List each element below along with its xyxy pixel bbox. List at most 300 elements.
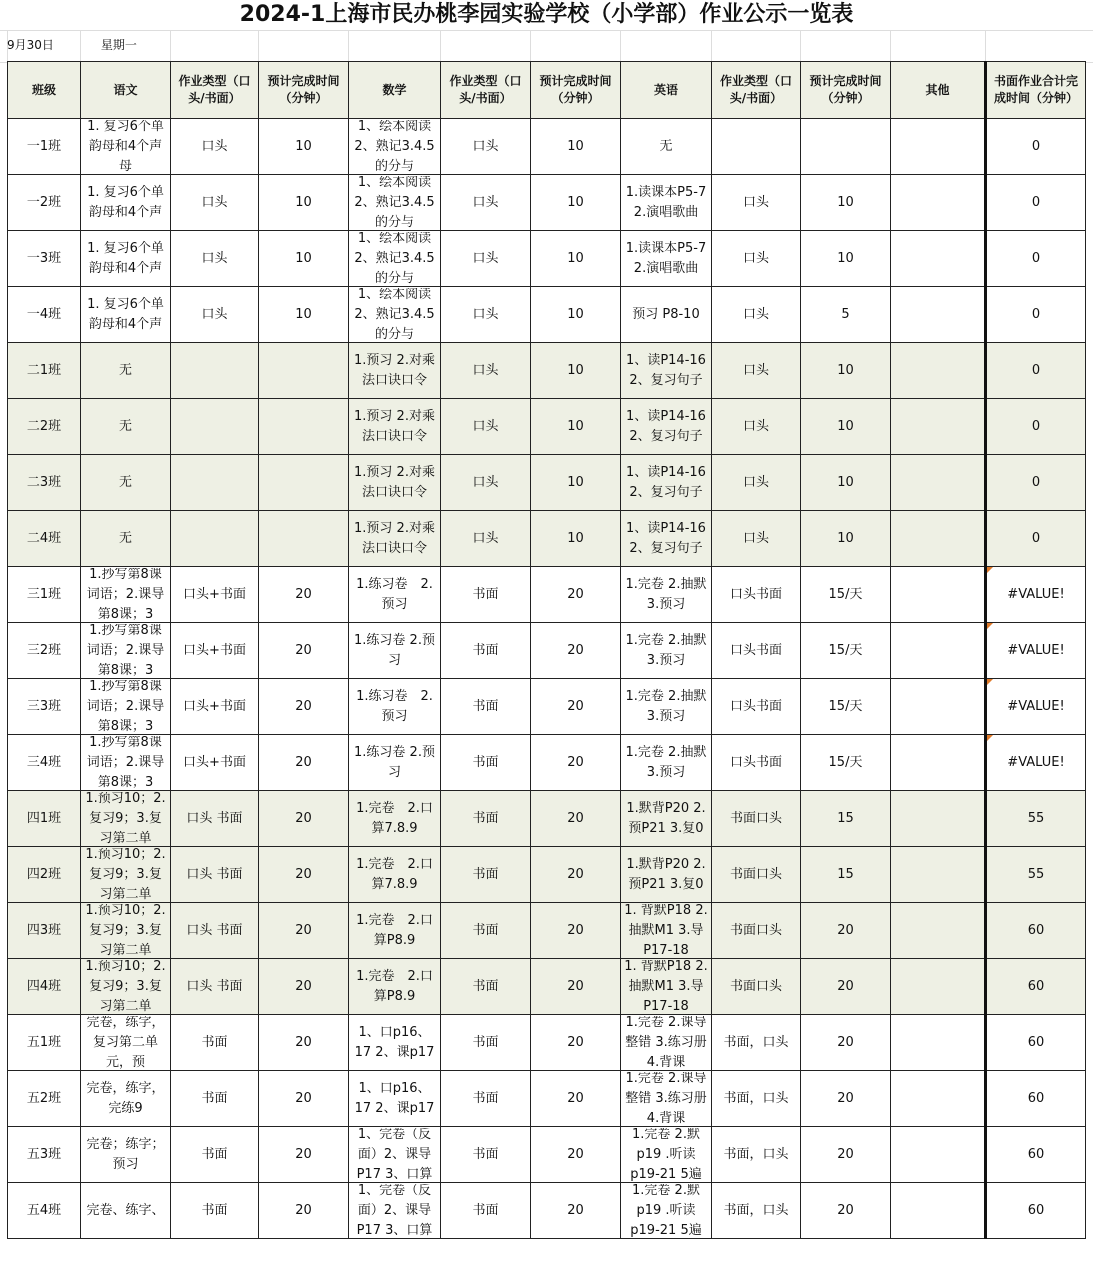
cell-class[interactable]	[8, 175, 81, 231]
cell-other[interactable]	[891, 791, 986, 847]
cell-chinese-time[interactable]	[259, 791, 349, 847]
cell-class[interactable]	[8, 735, 81, 791]
cell-english-type[interactable]	[712, 175, 801, 231]
header-english-time[interactable]: 预计完成时间（分钟）	[801, 62, 891, 119]
header-chinese-time[interactable]: 预计完成时间（分钟）	[259, 62, 349, 119]
cell-english-type[interactable]	[712, 399, 801, 455]
cell-class[interactable]	[8, 455, 81, 511]
cell-math-time[interactable]	[531, 959, 621, 1015]
cell-english-type[interactable]	[712, 903, 801, 959]
cell-chinese-type[interactable]	[171, 1015, 259, 1071]
cell-chinese-time[interactable]	[259, 455, 349, 511]
cell-chinese[interactable]	[81, 1015, 171, 1071]
cell-text: 1.完卷 2.默p19 .听读p19-21 5遍	[630, 1183, 702, 1238]
cell-chinese-type[interactable]	[171, 791, 259, 847]
header-english-type[interactable]: 作业类型（口头/书面）	[712, 62, 801, 119]
cell-math-time[interactable]	[531, 1015, 621, 1071]
cell-text: 20	[295, 978, 312, 994]
cell-written-total[interactable]	[986, 119, 1086, 175]
cell-math[interactable]	[349, 847, 441, 903]
cell-chinese[interactable]	[81, 735, 171, 791]
cell-chinese[interactable]	[81, 567, 171, 623]
cell-english-type[interactable]	[712, 231, 801, 287]
header-other[interactable]: 其他	[891, 62, 986, 119]
header-math-type[interactable]: 作业类型（口头/书面）	[441, 62, 531, 119]
cell-class[interactable]	[8, 119, 81, 175]
cell-chinese-time[interactable]	[259, 623, 349, 679]
cell-english-type[interactable]	[712, 455, 801, 511]
cell-chinese-type[interactable]	[171, 343, 259, 399]
cell-english-type[interactable]	[712, 735, 801, 791]
cell-math-type[interactable]	[441, 1183, 531, 1239]
cell-text: 15	[837, 866, 854, 882]
cell-math[interactable]	[349, 511, 441, 567]
cell-english-type[interactable]	[712, 623, 801, 679]
cell-chinese-type[interactable]	[171, 623, 259, 679]
cell-other[interactable]	[891, 287, 986, 343]
cell-math[interactable]	[349, 1183, 441, 1239]
cell-text: 1、绘本阅读 2、熟记3.4.5的分与	[354, 287, 435, 342]
cell-english-time[interactable]	[801, 1127, 891, 1183]
cell-written-total[interactable]	[986, 959, 1086, 1015]
cell-english-time[interactable]	[801, 231, 891, 287]
cell-chinese-time[interactable]	[259, 847, 349, 903]
cell-english[interactable]	[621, 511, 712, 567]
cell-math-type[interactable]	[441, 791, 531, 847]
cell-english[interactable]	[621, 175, 712, 231]
cell-written-total[interactable]	[986, 287, 1086, 343]
cell-text: 60	[1027, 1034, 1045, 1050]
cell-text: 1、完卷（反面）2、课导P17 3、口算	[356, 1183, 433, 1238]
cell-english-time[interactable]	[801, 175, 891, 231]
cell-other[interactable]	[891, 1127, 986, 1183]
cell-chinese-type[interactable]	[171, 679, 259, 735]
cell-math[interactable]	[349, 735, 441, 791]
cell-text: 1.预习10；2.复习9；3.复习第二单	[85, 791, 166, 846]
header-chinese-type[interactable]: 作业类型（口头/书面）	[171, 62, 259, 119]
cell-other[interactable]	[891, 1183, 986, 1239]
cell-text: 60	[1027, 978, 1045, 994]
cell-chinese-type[interactable]	[171, 119, 259, 175]
cell-chinese-type[interactable]	[171, 847, 259, 903]
cell-other[interactable]	[891, 399, 986, 455]
cell-text: 20	[295, 754, 312, 770]
cell-math-time[interactable]	[531, 175, 621, 231]
cell-math-type[interactable]	[441, 119, 531, 175]
cell-chinese-type[interactable]	[171, 287, 259, 343]
cell-english[interactable]	[621, 455, 712, 511]
cell-english[interactable]	[621, 119, 712, 175]
cell-math-time[interactable]	[531, 679, 621, 735]
cell-text: 五2班	[26, 1090, 62, 1106]
cell-chinese[interactable]	[81, 511, 171, 567]
cell-math-type[interactable]	[441, 1015, 531, 1071]
cell-chinese-time[interactable]	[259, 231, 349, 287]
cell-english-time[interactable]	[801, 399, 891, 455]
cell-english-type[interactable]	[712, 1015, 801, 1071]
cell-written-total[interactable]	[986, 1127, 1086, 1183]
cell-text: 1.练习卷 2.预习	[354, 632, 435, 668]
table-row	[8, 399, 1086, 455]
cell-math-time[interactable]	[531, 511, 621, 567]
cell-class[interactable]	[8, 903, 81, 959]
cell-chinese-type[interactable]	[171, 231, 259, 287]
cell-english-type[interactable]	[712, 511, 801, 567]
cell-english[interactable]	[621, 567, 712, 623]
cell-math-time[interactable]	[531, 119, 621, 175]
cell-written-total[interactable]	[986, 623, 1086, 679]
cell-chinese-time[interactable]	[259, 1015, 349, 1071]
cell-english[interactable]	[621, 735, 712, 791]
cell-math[interactable]	[349, 959, 441, 1015]
cell-text: 口头	[742, 362, 769, 378]
cell-class[interactable]	[8, 567, 81, 623]
cell-math[interactable]	[349, 119, 441, 175]
cell-math[interactable]	[349, 1127, 441, 1183]
cell-english-time[interactable]	[801, 735, 891, 791]
cell-text: 1.完卷 2.默p19 .听读p19-21 5遍	[630, 1127, 702, 1182]
cell-english-time[interactable]	[801, 343, 891, 399]
cell-english-time[interactable]	[801, 455, 891, 511]
cell-math-type[interactable]	[441, 1127, 531, 1183]
cell-math-time[interactable]	[531, 1127, 621, 1183]
cell-math[interactable]	[349, 1015, 441, 1071]
cell-english[interactable]	[621, 679, 712, 735]
cell-math-time[interactable]	[531, 1183, 621, 1239]
cell-english[interactable]	[621, 399, 712, 455]
cell-text: 口头	[742, 194, 769, 210]
cell-other[interactable]	[891, 1071, 986, 1127]
cell-text: 10	[837, 474, 854, 490]
cell-text: 1.完卷 2.口算7.8.9	[356, 856, 433, 892]
cell-other[interactable]	[891, 959, 986, 1015]
cell-chinese-type[interactable]	[171, 1183, 259, 1239]
cell-class[interactable]	[8, 791, 81, 847]
cell-chinese[interactable]	[81, 343, 171, 399]
cell-written-total[interactable]	[986, 399, 1086, 455]
cell-english-type[interactable]	[712, 1127, 801, 1183]
cell-text: 五1班	[26, 1034, 62, 1050]
cell-english-type[interactable]	[712, 959, 801, 1015]
cell-english-type[interactable]	[712, 791, 801, 847]
table-row	[8, 287, 1086, 343]
cell-math[interactable]	[349, 287, 441, 343]
cell-english-time[interactable]	[801, 791, 891, 847]
cell-math-type[interactable]	[441, 231, 531, 287]
cell-chinese-type[interactable]	[171, 735, 259, 791]
header-chinese[interactable]: 语文	[81, 62, 171, 119]
cell-english-type[interactable]	[712, 343, 801, 399]
cell-written-total[interactable]	[986, 1183, 1086, 1239]
cell-other[interactable]	[891, 847, 986, 903]
cell-chinese-type[interactable]	[171, 455, 259, 511]
cell-chinese-time[interactable]	[259, 119, 349, 175]
cell-other[interactable]	[891, 455, 986, 511]
cell-class[interactable]	[8, 1015, 81, 1071]
cell-english-time[interactable]	[801, 903, 891, 959]
cell-other[interactable]	[891, 735, 986, 791]
cell-math-time[interactable]	[531, 287, 621, 343]
cell-class[interactable]	[8, 1183, 81, 1239]
cell-chinese[interactable]	[81, 1183, 171, 1239]
cell-text: 15/天	[828, 754, 863, 770]
cell-math-time[interactable]	[531, 343, 621, 399]
cell-chinese-type[interactable]	[171, 903, 259, 959]
cell-text: 10	[567, 250, 584, 266]
cell-english-time[interactable]	[801, 567, 891, 623]
cell-other[interactable]	[891, 1015, 986, 1071]
cell-math-type[interactable]	[441, 175, 531, 231]
cell-math-type[interactable]	[441, 679, 531, 735]
cell-written-total[interactable]	[986, 1071, 1086, 1127]
cell-written-total[interactable]	[986, 735, 1086, 791]
cell-other[interactable]	[891, 567, 986, 623]
cell-english-time[interactable]	[801, 511, 891, 567]
cell-english-time[interactable]	[801, 623, 891, 679]
cell-text: 三3班	[26, 698, 62, 714]
cell-english[interactable]	[621, 1127, 712, 1183]
cell-text: 0	[1031, 418, 1041, 434]
cell-text: 1.完卷 2.抽默 3.预习	[625, 632, 707, 668]
cell-math-time[interactable]	[531, 623, 621, 679]
cell-english-time[interactable]	[801, 1071, 891, 1127]
header-written-total[interactable]: 书面作业合计完成时间（分钟）	[986, 62, 1086, 119]
cell-chinese[interactable]	[81, 679, 171, 735]
cell-chinese-time[interactable]	[259, 511, 349, 567]
cell-written-total[interactable]	[986, 847, 1086, 903]
cell-chinese[interactable]	[81, 399, 171, 455]
cell-math-time[interactable]	[531, 735, 621, 791]
cell-chinese[interactable]	[81, 231, 171, 287]
cell-english-type[interactable]	[712, 287, 801, 343]
cell-math-type[interactable]	[441, 623, 531, 679]
cell-written-total[interactable]	[986, 791, 1086, 847]
cell-math-type[interactable]	[441, 567, 531, 623]
cell-math-time[interactable]	[531, 1071, 621, 1127]
cell-chinese-time[interactable]	[259, 735, 349, 791]
cell-math[interactable]	[349, 455, 441, 511]
cell-chinese-time[interactable]	[259, 343, 349, 399]
cell-math[interactable]	[349, 791, 441, 847]
cell-chinese-time[interactable]	[259, 679, 349, 735]
cell-math-type[interactable]	[441, 847, 531, 903]
cell-math-time[interactable]	[531, 567, 621, 623]
cell-math-type[interactable]	[441, 735, 531, 791]
cell-chinese-time[interactable]	[259, 175, 349, 231]
cell-text: 口头	[472, 362, 499, 378]
cell-other[interactable]	[891, 343, 986, 399]
cell-class[interactable]	[8, 231, 81, 287]
cell-math[interactable]	[349, 623, 441, 679]
cell-math[interactable]	[349, 343, 441, 399]
cell-chinese[interactable]	[81, 1127, 171, 1183]
header-english[interactable]: 英语	[621, 62, 712, 119]
cell-text: 60	[1027, 1146, 1045, 1162]
cell-chinese[interactable]	[81, 1071, 171, 1127]
cell-english[interactable]	[621, 903, 712, 959]
cell-chinese-type[interactable]	[171, 1127, 259, 1183]
cell-math[interactable]	[349, 1071, 441, 1127]
cell-text: 书面口头	[729, 866, 782, 882]
cell-english[interactable]	[621, 1015, 712, 1071]
cell-chinese-type[interactable]	[171, 1071, 259, 1127]
cell-chinese[interactable]	[81, 903, 171, 959]
cell-text: 1. 背默P18 2.抽默M1 3.导P17-18	[624, 903, 708, 958]
cell-english-time[interactable]	[801, 1015, 891, 1071]
cell-other[interactable]	[891, 119, 986, 175]
cell-written-total[interactable]	[986, 343, 1086, 399]
cell-written-total[interactable]	[986, 903, 1086, 959]
cell-written-total[interactable]	[986, 679, 1086, 735]
cell-math-type[interactable]	[441, 959, 531, 1015]
cell-chinese-type[interactable]	[171, 511, 259, 567]
cell-written-total[interactable]	[986, 175, 1086, 231]
cell-chinese-type[interactable]	[171, 399, 259, 455]
date-cell[interactable]: 9月30日	[7, 38, 54, 52]
cell-english-type[interactable]	[712, 119, 801, 175]
cell-chinese[interactable]	[81, 623, 171, 679]
cell-english-time[interactable]	[801, 679, 891, 735]
cell-math-time[interactable]	[531, 903, 621, 959]
cell-math[interactable]	[349, 231, 441, 287]
cell-english[interactable]	[621, 343, 712, 399]
cell-chinese-time[interactable]	[259, 959, 349, 1015]
cell-other[interactable]	[891, 231, 986, 287]
header-math[interactable]: 数学	[349, 62, 441, 119]
cell-english[interactable]	[621, 287, 712, 343]
cell-text: 口头书面	[729, 698, 782, 714]
cell-text: 口头	[742, 474, 769, 490]
cell-class[interactable]	[8, 847, 81, 903]
cell-text: 10	[295, 250, 312, 266]
cell-chinese-type[interactable]	[171, 175, 259, 231]
cell-class[interactable]	[8, 679, 81, 735]
cell-text: 五3班	[26, 1146, 62, 1162]
cell-english[interactable]	[621, 791, 712, 847]
cell-math-type[interactable]	[441, 399, 531, 455]
cell-chinese[interactable]	[81, 119, 171, 175]
cell-class[interactable]	[8, 1071, 81, 1127]
cell-other[interactable]	[891, 903, 986, 959]
cell-english-time[interactable]	[801, 1183, 891, 1239]
cell-text: 1.练习卷 2.预习	[356, 576, 433, 612]
cell-chinese-time[interactable]	[259, 1127, 349, 1183]
cell-math-time[interactable]	[531, 455, 621, 511]
cell-class[interactable]	[8, 623, 81, 679]
cell-other[interactable]	[891, 511, 986, 567]
cell-text: 20	[295, 810, 312, 826]
cell-written-total[interactable]	[986, 511, 1086, 567]
cell-math[interactable]	[349, 567, 441, 623]
cell-english[interactable]	[621, 1071, 712, 1127]
cell-written-total[interactable]	[986, 231, 1086, 287]
cell-text: 20	[567, 642, 584, 658]
cell-other[interactable]	[891, 679, 986, 735]
cell-english-type[interactable]	[712, 679, 801, 735]
cell-english[interactable]	[621, 623, 712, 679]
cell-english-type[interactable]	[712, 1183, 801, 1239]
cell-text: 15/天	[828, 586, 863, 602]
cell-english[interactable]	[621, 1183, 712, 1239]
cell-text: 口头	[472, 306, 499, 322]
cell-text: 口头	[472, 474, 499, 490]
cell-class[interactable]	[8, 511, 81, 567]
cell-chinese-time[interactable]	[259, 1071, 349, 1127]
cell-math[interactable]	[349, 175, 441, 231]
cell-text: 一1班	[26, 138, 62, 154]
cell-chinese-time[interactable]	[259, 903, 349, 959]
cell-text: 1.完卷 2.抽默 3.预习	[625, 576, 707, 612]
cell-english-time[interactable]	[801, 287, 891, 343]
cell-text: 1.预习10；2.复习9；3.复习第二单	[85, 847, 166, 902]
cell-english[interactable]	[621, 847, 712, 903]
cell-text: 20	[837, 1202, 854, 1218]
cell-english-time[interactable]	[801, 847, 891, 903]
cell-chinese[interactable]	[81, 847, 171, 903]
cell-math-time[interactable]	[531, 231, 621, 287]
cell-math-time[interactable]	[531, 399, 621, 455]
cell-chinese[interactable]	[81, 791, 171, 847]
cell-written-total[interactable]	[986, 1015, 1086, 1071]
cell-chinese-time[interactable]	[259, 567, 349, 623]
cell-math[interactable]	[349, 903, 441, 959]
cell-chinese-time[interactable]	[259, 399, 349, 455]
cell-chinese[interactable]	[81, 959, 171, 1015]
cell-other[interactable]	[891, 175, 986, 231]
cell-text: 10	[837, 194, 854, 210]
cell-class[interactable]	[8, 959, 81, 1015]
cell-math-type[interactable]	[441, 903, 531, 959]
cell-math[interactable]	[349, 399, 441, 455]
weekday-cell[interactable]: 星期一	[100, 38, 137, 52]
cell-chinese-time[interactable]	[259, 287, 349, 343]
header-class[interactable]: 班级	[8, 62, 81, 119]
cell-english-type[interactable]	[712, 847, 801, 903]
cell-math-type[interactable]	[441, 1071, 531, 1127]
cell-math-time[interactable]	[531, 847, 621, 903]
cell-chinese-type[interactable]	[171, 567, 259, 623]
cell-written-total[interactable]	[986, 567, 1086, 623]
cell-math-time[interactable]	[531, 791, 621, 847]
cell-math-type[interactable]	[441, 343, 531, 399]
cell-english[interactable]	[621, 959, 712, 1015]
cell-text: 口头	[742, 530, 769, 546]
header-math-time[interactable]: 预计完成时间（分钟）	[531, 62, 621, 119]
cell-class[interactable]	[8, 399, 81, 455]
cell-class[interactable]	[8, 343, 81, 399]
cell-written-total[interactable]	[986, 455, 1086, 511]
cell-english-time[interactable]	[801, 959, 891, 1015]
cell-text: 书面	[472, 698, 499, 714]
cell-english-time[interactable]	[801, 119, 891, 175]
cell-english[interactable]	[621, 231, 712, 287]
cell-math-type[interactable]	[441, 511, 531, 567]
cell-math-type[interactable]	[441, 455, 531, 511]
cell-chinese[interactable]	[81, 455, 171, 511]
cell-chinese-type[interactable]	[171, 959, 259, 1015]
cell-math-type[interactable]	[441, 287, 531, 343]
cell-class[interactable]	[8, 1127, 81, 1183]
cell-chinese[interactable]	[81, 175, 171, 231]
cell-class[interactable]	[8, 287, 81, 343]
cell-text: 10	[837, 362, 854, 378]
cell-chinese[interactable]	[81, 287, 171, 343]
cell-chinese-time[interactable]	[259, 1183, 349, 1239]
cell-english-type[interactable]	[712, 567, 801, 623]
cell-math[interactable]	[349, 679, 441, 735]
cell-english-type[interactable]	[712, 1071, 801, 1127]
cell-other[interactable]	[891, 623, 986, 679]
